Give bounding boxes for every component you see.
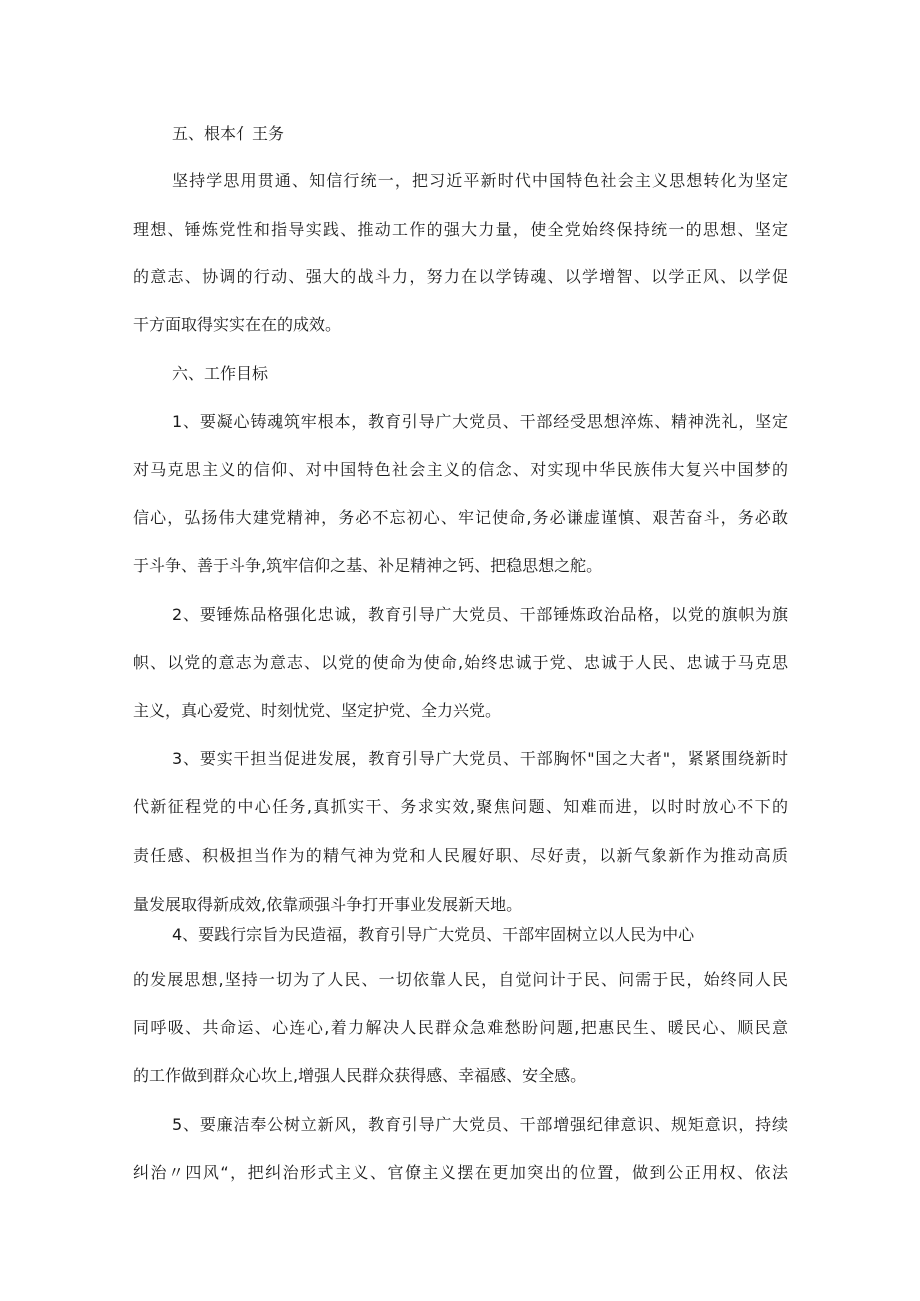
goal-1-line-4: 于斗争、善于斗争,筑牢信仰之基、补足精神之钙、把稳思想之舵。 bbox=[133, 556, 603, 575]
section-5-paragraph-line-2: 理想、锤炼党性和指导实践、推动工作的强大力量，使全党始终保持统一的思想、坚定 bbox=[133, 220, 788, 239]
goal-3-line-1: 3、要实干担当促进发展，教育引导广大党员、干部胸怀"国之大者"，紧紧围绕新时 bbox=[172, 749, 788, 768]
goal-5-line-2: 纠治〃四风“，把纠治形式主义、官僚主义摆在更加突出的位置，做到公正用权、依法 bbox=[133, 1163, 788, 1182]
goal-4-line-1: 4、要践行宗旨为民造福，教育引导广大党员、干部牢固树立以人民为中心 bbox=[172, 925, 695, 944]
section-5-paragraph-line-3: 的意志、协调的行动、强大的战斗力，努力在以学铸魂、以学增智、以学正风、以学促 bbox=[133, 267, 788, 286]
goal-4-line-4: 的工作做到群众心坎上,增强人民群众获得感、幸福感、安全感。 bbox=[133, 1066, 587, 1085]
goal-2-line-3: 主义，真心爱党、时刻忧党、坚定护党、全力兴党。 bbox=[133, 701, 502, 720]
goal-2-line-1: 2、要锤炼品格强化忠诚，教育引导广大党员、干部锤炼政治品格，以党的旗帜为旗 bbox=[172, 605, 788, 624]
section-5-heading: 五、根本亻王务 bbox=[172, 124, 285, 143]
goal-4-line-3: 同呼吸、共命运、心连心,着力解决人民群众急难愁盼问题,把惠民生、暖民心、顺民意 bbox=[133, 1018, 788, 1037]
goal-3-line-2: 代新征程党的中心任务,真抓实干、务求实效,聚焦问题、知难而进，以时时放心不下的 bbox=[133, 797, 788, 816]
goal-3-line-4: 量发展取得新成效,依靠顽强斗争打开事业发展新天地。 bbox=[133, 895, 523, 914]
goal-1-line-2: 对马克思主义的信仰、对中国特色社会主义的信念、对实现中华民族伟大复兴中国梦的 bbox=[133, 460, 788, 479]
goal-3-line-3: 责任感、积极担当作为的精气神为党和人民履好职、尽好责，以新气象新作为推动高质 bbox=[133, 846, 788, 865]
section-6-heading: 六、工作目标 bbox=[172, 364, 269, 383]
goal-4-line-2: 的发展思想,坚持一切为了人民、一切依靠人民，自觉问计于民、问需于民，始终同人民 bbox=[133, 970, 788, 989]
section-5-paragraph-line-4: 干方面取得实实在在的成效。 bbox=[133, 315, 342, 334]
section-5-paragraph-line-1: 坚持学思用贯通、知信行统一，把习近平新时代中国特色社会主义思想转化为坚定 bbox=[172, 171, 788, 190]
goal-5-line-1: 5、要廉洁奉公树立新风，教育引导广大党员、干部增强纪律意识、规矩意识，持续 bbox=[172, 1115, 788, 1134]
goal-1-line-3: 信心，弘扬伟大建党精神，务必不忘初心、牢记使命,务必谦虚谨慎、艰苦奋斗，务必敢 bbox=[133, 508, 788, 527]
goal-2-line-2: 帜、以党的意志为意志、以党的使命为使命,始终忠诚于党、忠诚于人民、忠诚于马克思 bbox=[133, 653, 788, 672]
goal-1-line-1: 1、要凝心铸魂筑牢根本，教育引导广大党员、干部经受思想淬炼、精神洗礼，坚定 bbox=[172, 412, 788, 431]
